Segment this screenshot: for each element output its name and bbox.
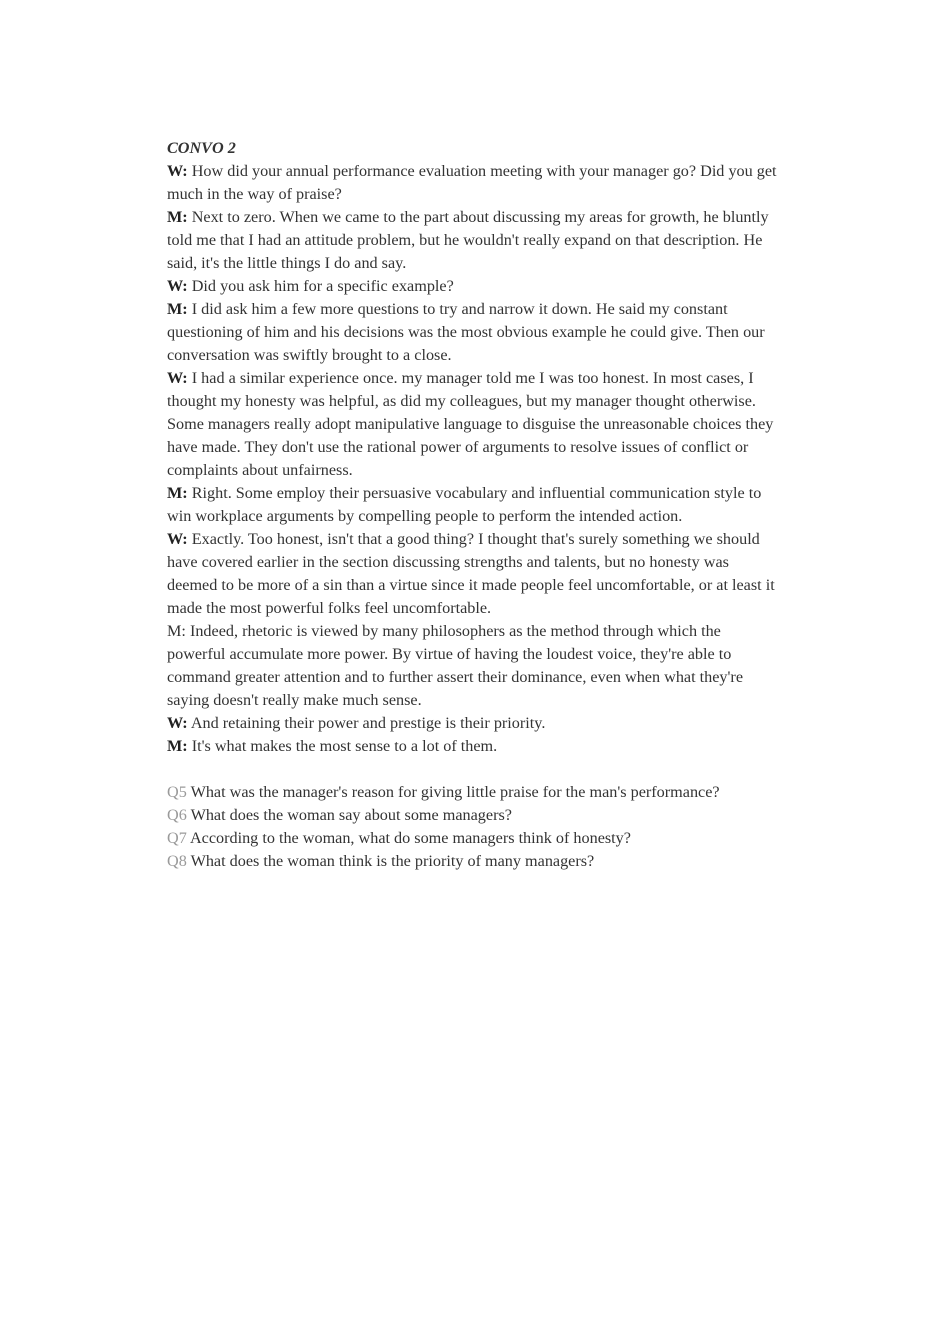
speaker-label: W: bbox=[167, 277, 188, 295]
question-number: Q5 bbox=[167, 783, 187, 801]
speaker-label: W: bbox=[167, 162, 188, 180]
dialogue-line bbox=[167, 712, 783, 735]
questions bbox=[167, 781, 783, 873]
question-text: What was the manager's reason for giving little praise for the man's performance? bbox=[190, 783, 720, 801]
line-text: Exactly. Too honest, isn't that a good thing? I thought that's surely something we should have covered earlier in the section discussing strengths and talents, but no honesty was deemed to be more of a sin than a virtue since it made people feel uncomfortable, or at least it made the most powerful folks feel uncomfortable. bbox=[167, 530, 775, 617]
section-spacer bbox=[167, 758, 783, 781]
dialogue-line bbox=[167, 298, 783, 367]
speaker-label: M: bbox=[167, 622, 186, 640]
line-text: Next to zero. When we came to the part about discussing my areas for growth, he bluntly told me that I had an attitude problem, but he wouldn't really expand on that description. He said, it's the little things I do and say. bbox=[167, 208, 769, 272]
question-number: Q6 bbox=[167, 806, 187, 824]
question-item bbox=[167, 804, 783, 827]
question-text: What does the woman say about some managers? bbox=[190, 806, 512, 824]
dialogue-line bbox=[167, 528, 783, 620]
question-number: Q7 bbox=[167, 829, 187, 847]
line-text: Indeed, rhetoric is viewed by many philosophers as the method through which the powerful accumulate more power. By virtue of having the loudest voice, they're able to command greater attention and to further assert their dominance, even when what they're saying doesn't really make much sense. bbox=[167, 622, 743, 709]
dialogue-line bbox=[167, 367, 783, 482]
line-text: How did your annual performance evaluation meeting with your manager go? Did you get much in the way of praise? bbox=[167, 162, 777, 203]
speaker-label: W: bbox=[167, 530, 188, 548]
question-text: What does the woman think is the priority of many managers? bbox=[190, 852, 595, 870]
line-text: Right. Some employ their persuasive vocabulary and influential communication style to win workplace arguments by compelling people to perform the intended action. bbox=[167, 484, 762, 525]
speaker-label: M: bbox=[167, 737, 188, 755]
dialogue-line bbox=[167, 206, 783, 275]
line-text: And retaining their power and prestige is their priority. bbox=[190, 714, 546, 732]
speaker-label: M: bbox=[167, 208, 188, 226]
speaker-label: W: bbox=[167, 714, 188, 732]
speaker-label: M: bbox=[167, 484, 188, 502]
dialogue-line bbox=[167, 620, 783, 712]
document-page bbox=[167, 137, 783, 873]
convo-title: CONVO 2 bbox=[167, 139, 236, 157]
question-item bbox=[167, 850, 783, 873]
speaker-label: W: bbox=[167, 369, 188, 387]
question-number: Q8 bbox=[167, 852, 187, 870]
line-text: I did ask him a few more questions to try and narrow it down. He said my constant questioning of him and his decisions was the most obvious example he could give. Then our conversation was swiftly brought to a close. bbox=[167, 300, 765, 364]
dialogue-line bbox=[167, 275, 783, 298]
line-text: I had a similar experience once. my manager told me I was too honest. In most cases, I thought my honesty was helpful, as did my colleagues, but my manager thought otherwise. Some managers really adopt manipulative language to disguise the unreasonable choices they have made. They don't use the rational power of arguments to resolve issues of conflict or complaints about unfairness. bbox=[167, 369, 774, 479]
dialogue-line bbox=[167, 482, 783, 528]
line-text: Did you ask him for a specific example? bbox=[191, 277, 454, 295]
speaker-label: M: bbox=[167, 300, 188, 318]
line-text: It's what makes the most sense to a lot of them. bbox=[191, 737, 498, 755]
question-item bbox=[167, 827, 783, 850]
question-item bbox=[167, 781, 783, 804]
dialogue-line bbox=[167, 160, 783, 206]
dialogue bbox=[167, 160, 783, 758]
dialogue-line bbox=[167, 735, 783, 758]
question-text: According to the woman, what do some managers think of honesty? bbox=[189, 829, 631, 847]
